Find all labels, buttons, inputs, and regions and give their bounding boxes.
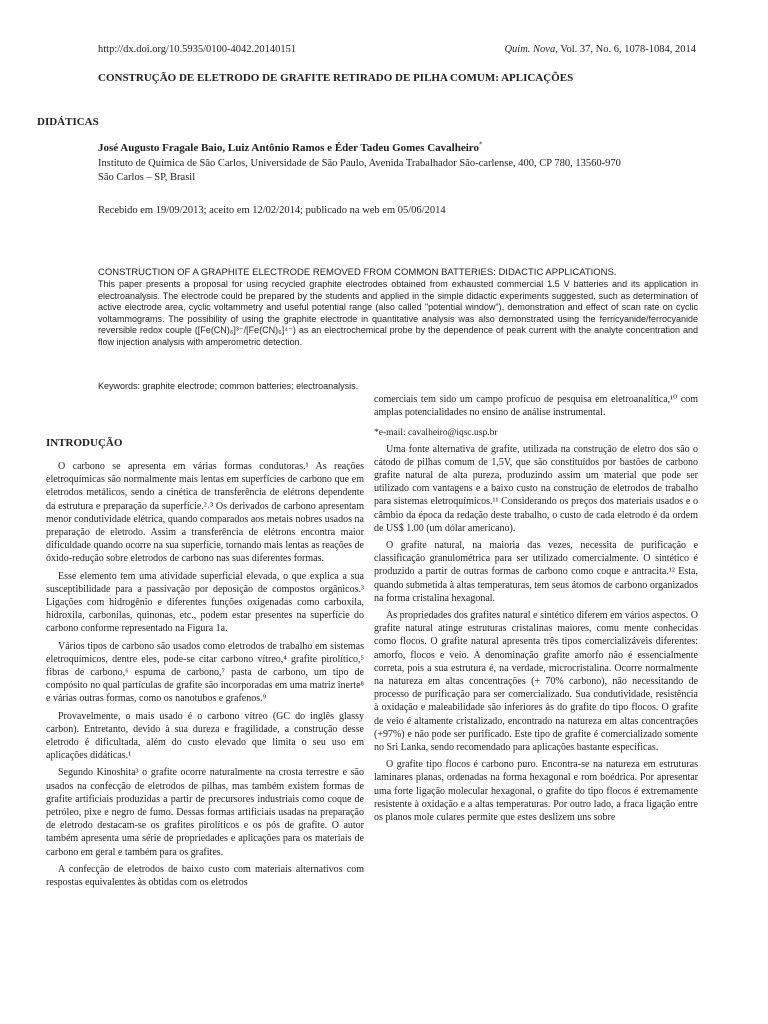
paragraph: O carbono se apresenta em várias formas condutoras.¹ As reações eletroquímicas são normalmente mais lentas em superfícies de carbono que em eletrodos metálicos, sendo a cinética de transferência de elétrons dependente da estrutura e preparação da superfície.²˒³ Os derivados de carbono apresentam menor condutividade elétrica, quando comparados aos metais nobres usados na preparação de eletrodo. Assim a transferência de elétrons encontra maior dificuldade quando ocorre na sua superfície, tornando mais lentas as reações de óxido-redução sobre eletrodos de carbono nas suas diferentes formas. <box>46 461 364 565</box>
left-column <box>46 460 364 893</box>
article-title: CONSTRUÇÃO DE ELETRODO DE GRAFITE RETIRADO DE PILHA COMUM: APLICAÇÕES <box>98 72 574 84</box>
authors-text: José Augusto Fragale Baio, Luiz Antônio Ramos e Éder Tadeu Gomes Cavalheiro <box>98 142 479 154</box>
journal-citation <box>504 44 696 55</box>
paragraph: As propriedades dos grafites natural e sintético diferem em vários aspectos. O grafite natural atinge estruturas cristalinas maiores, comu mente conhecidas como flocos. O grafite natural apresenta três tipos comercializáveis diferentes: amorfo, flocos e veio. A denominação grafite amorfo não é essencialmente correta, pois a sua estrutura é, na verdade, microcristalina. Ocorre normalmente na natureza em altas concentrações (+ 70% carbono), não necessitando de processo de purificação para ser comercializado. Sua condutividade, resistência à oxidação e maleabilidade são inferiores às do grafite do tipo flocos. O grafite de veio é altamente cristalizado, encontrado na natureza em altas concentrações (+97%) e não pode ser purificado. Este tipo de grafite é comercializado somente no Sri Lanka, sendo recomendado para aplicações bastante específicas. <box>374 610 698 754</box>
journal-name: Quim. Nova <box>504 44 556 55</box>
abstract-title: CONSTRUCTION OF A GRAPHITE ELECTRODE REMOVED FROM COMMON BATTERIES: DIDACTIC APPLICATIONS. <box>98 267 617 278</box>
author-email[interactable]: *e-mail: cavalheiro@iqsc.usp.br <box>374 428 498 439</box>
keywords: Keywords: graphite electrode; common batteries; electroanalysis. <box>98 381 359 391</box>
publication-dates: Recebido em 19/09/2013; aceito em 12/02/2014; publicado na web em 05/06/2014 <box>98 205 446 216</box>
page-header <box>98 44 696 55</box>
paragraph: Segundo Kinoshita³ o grafite ocorre naturalmente na crosta terrestre e são usados na confecção de eletrodos de pilhas, mas também existem formas de grafite artificiais produzidas a partir de precursores industriais como coque de petróleo, pixe e negro de fumo. Dessas formas artificiais usadas na preparação de eletrodo destacam-se os grafites pirolíticos e os pós de grafite. O autor também apresenta uma série de propriedades e aplicações para os materiais de carbono em geral e também para os grafites. <box>46 767 364 858</box>
paragraph: A confecção de eletrodos de baixo custo com materiais alternativos com respostas equivalentes às obtidas com os eletrodos <box>46 863 364 889</box>
right-column <box>374 393 698 828</box>
journal-ref: , Vol. 37, No. 6, 1078-1084, 2014 <box>555 44 696 55</box>
paragraph: Uma fonte alternativa de grafite, utilizada na construção de eletro dos são o cátodo de pilhas comum de 1,5V, que são constituídos por bastões de carbono grafite natural de alta pureza, produzindo assim um material que pode ser utilizado com vantagens e a baixo custo na construção de eletrodos de trabalho para sistemas eletroquímicos.¹¹ Considerando os preços dos materiais usados e o câmbio da época da redação deste trabalho, o custo de cada eletrodo é da ordem de US$ 1.00 (um dólar americano). <box>374 443 698 534</box>
paragraph: O grafite tipo flocos é carbono puro. Encontra-se na natureza em estruturas laminares planas, ordenadas na forma hexagonal e rom boédrica. Por apresentar uma forte ligação molecular hexagonal, o grafite do tipo flocos é extremamente resistente à oxidação e a altas temperaturas. Por outro lado, a fraca ligação entre os planos mole culares permite que estes deslizem uns sobre <box>374 759 698 824</box>
affiliation-line-2: São Carlos – SP, Brasil <box>98 172 196 183</box>
affiliation-line-1: Instituto de Química de São Carlos, Universidade de São Paulo, Avenida Trabalhador São-carlense, 400, CP 780, 13560-970 <box>98 158 621 169</box>
author-list <box>98 142 698 154</box>
abstract-body: This paper presents a proposal for using recycled graphite electrodes obtained from exhausted commercial 1.5 V batteries and its application in electroanalysis. The electrode could be prepared by the students and applied in the simple didactic experiments suggested, such as determination of active electrode area, cyclic voltammetry and useful potential range (also called "potential window"), demonstration and effect of scan rate on cyclic voltammograms. The possibility of using the graphite electrode in quantitative analysis was also demonstrated using the ferricyanide/ferrocyanide reversible redox couple ([Fe(CN)₆]³⁻/[Fe(CN)₆]⁴⁻) as an electrochemical probe by the dependence of peak current with the analyte concentration and flow injection analysis with amperometric detection. <box>98 279 698 347</box>
paragraph: Vários tipos de carbono são usados como eletrodos de trabalho em sistemas eletroquímicos, dentre eles, pode-se citar carbono vítreo,⁴ grafite pirolítico,⁵ fibras de carbono,⁶ espuma de carbono,⁷ pasta de carbono, um tipo de compósito no qual partículas de grafite são incorporadas em uma matriz inerte⁸ e várias outras formas, como os nanotubos e grafenos.⁹ <box>46 640 364 705</box>
paragraph: Provavelmente, o mais usado é o carbono vítreo (GC do inglês glassy carbon). Entretanto, devido à sua dureza e fragilidade, a construção desse eletrodo é dificultada, além do custo elevado que limita o seu uso em aplicações didáticas.¹ <box>46 710 364 762</box>
corresponding-author-mark: * <box>478 140 483 149</box>
doi-link[interactable]: http://dx.doi.org/10.5935/0100-4042.20140151 <box>98 44 297 55</box>
paragraph: O grafite natural, na maioria das vezes, necessita de purificação e classificação granulométrica para ser utilizado comercialmente. O sintético é produzido a partir de outras formas de carbono como coque e antracita.¹² Esta, quando submetida à altas temperaturas, tem seus átomos de carbono organizados na forma cristalina hexagonal. <box>374 540 698 604</box>
paragraph-continuation: comerciais tem sido um campo profícuo de pesquisa em eletroanalítica,¹⁰ com amplas potencialidades no ensino de análise instrumental. <box>374 394 698 419</box>
affiliation <box>98 157 698 185</box>
section-heading-introducao: INTRODUÇÃO <box>46 437 123 449</box>
article-title-continuation: DIDÁTICAS <box>37 116 99 128</box>
paragraph: Esse elemento tem uma atividade superficial elevada, o que explica a sua susceptibilidade para a passivação por deposição de compostos orgânicos.³ Ligações com hidrogênio e diferentes funções oxigenadas como carboxila, hidroxila, carbonilas, quinonas, etc., podem estar presentes na superfície do carbono conforme representado na Figura 1a. <box>46 570 364 635</box>
